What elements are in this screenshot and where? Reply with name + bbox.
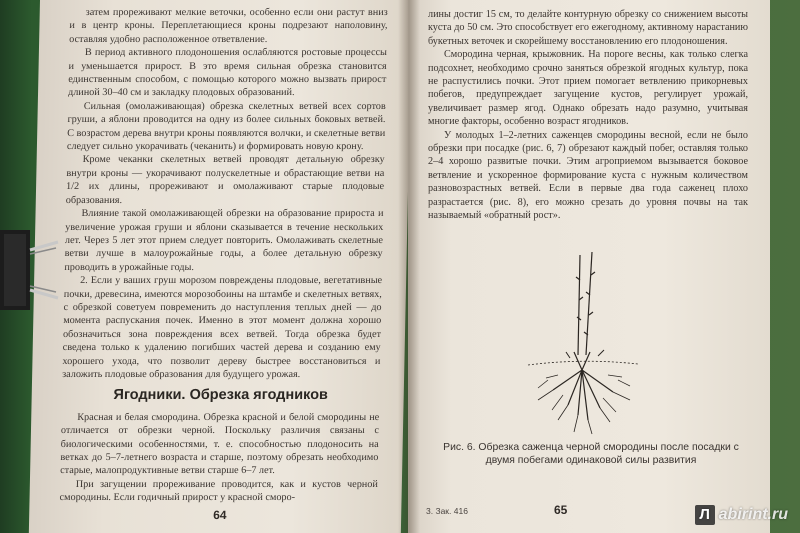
paragraph: У молодых 1–2-летних саженцев смородины весной, если не было обрезки при посадке (рис. 6, 7) обрезают каждый побег, оставляя только 2–4 хорошо развитые почки. Этим агроприемом вызывается боковое ветвление и ускоренное формирование куста с нужным количеством разновозрастных ветвей. Если в первые два года саженец плохо разрастается (рис. 8), его можно срезать до уровня почвы на так называемый «обратный рост». bbox=[428, 129, 748, 222]
paragraph: Красная и белая смородина. Обрезка красной и белой смородины не отличается от обрезки черной. Поскольку различия связаны с биологическими особенностями, т. е. способностью плодоносить на ветках до 5–7-летнего возраста и старше, поэтому обрезать необходимо старые, малопродуктивные ветви старше 6–7 лет. bbox=[60, 411, 380, 477]
book-spine-shadow bbox=[398, 0, 420, 533]
section-title: Ягодники. Обрезка ягодников bbox=[113, 387, 329, 404]
paragraph: Влияние такой омолаживающей обрезки на образование прироста и увеличение урожая груши и яблони сказывается в течение нескольких лет. Через 5 лет этот прием следует повторить. Омолаживать скелетные ветви лучше в малоурожайные годы, а более детальную обрезку проводить в урожайные годы. bbox=[64, 208, 384, 273]
left-page-text bbox=[59, 6, 387, 505]
paragraph: Кроме чеканки скелетных ветвей проводят детальную обрезку внутри кроны — укорачивают полускелетные и обрастающие ветви на 1/2 их длины, прореживают и омолаживают старые плодовые образования. bbox=[65, 154, 385, 206]
watermark-text: abirint.ru bbox=[718, 506, 788, 523]
paragraph: лины достиг 15 см, то делайте контурную обрезку со снижением высоты куста до 50 см. Это способствует его ежегодному, активному нарастанию букетных веточек и скорейшему восстановлению его плодоношения. bbox=[428, 9, 748, 47]
right-page-text bbox=[428, 8, 748, 223]
paragraph: Сильная (омолаживающая) обрезка скелетных ветвей всех сортов груши, а яблони проводится на одну из более сильных боковых ветвей. С возрастом дерева внутри кроны появляются волчки, и скелетные ветви следует сильно укорачивать (чеканить) и формировать новую крону. bbox=[66, 100, 386, 153]
figure-caption: Рис. 6. Обрезка саженца черной смородины после посадки с двумя побегами одинаковой силы развития bbox=[443, 442, 739, 466]
paragraph: В период активного плодоношения ослабляются ростовые процессы и уменьшается прирост. В это время сильная обрезка становится единственным способом, с помощью которого можно вызвать прирост длиной 30–40 см и закладку плодовых образований. bbox=[67, 47, 388, 99]
page-number: 64 bbox=[213, 508, 227, 522]
seedling-figure bbox=[508, 240, 658, 440]
page-number: 65 bbox=[554, 503, 568, 517]
paragraph: 2. Если у ваших груш морозом повреждены плодовые, вегетативные почки, древесина, имеются морозобоины на штамбе и скелетных ветвях, с обрезкой советуем повременить до наступления теплых дней — до момента распускания почек. Именно в этот момент должна хорошо обозначиться зона повреждения всех ветвей. Тогда обрезка будет сведена только к удалению погибших частей дерева и созданию ему хорошего ухода, что позволит дереву быстрее восстановиться и заложить плодовые образования для будущего урожая. bbox=[62, 275, 383, 380]
left-page bbox=[29, 0, 412, 533]
watermark-logo: Л bbox=[695, 505, 715, 525]
paragraph: затем прореживают мелкие веточки, особенно если они растут вниз и в центр кроны. Переплетающиеся кроны подрезают наполовину, оставляя удобно расположенное ответвление. bbox=[69, 7, 388, 45]
paragraph: При загущении прореживание проводится, как и кустов черной смородины. Если годичный прирост у красной сморо- bbox=[59, 478, 378, 504]
binder-clip-icon bbox=[0, 220, 60, 320]
paragraph: Смородина черная, крыжовник. На пороге весны, как только слегка подсохнет, необходимо срочно заняться обрезкой ягодных культур, пока не распустились почки. Этот прием помогает ветвлению прикорневых побегов, предупреждает загущение кустов, регулирует урожай, увеличивает размер ягод. Однако обрезать надо разумно, учитывая многие факторы, особенно возраст ягодников. bbox=[428, 49, 748, 128]
watermark bbox=[695, 505, 788, 525]
printer-signature: 3. Зак. 416 bbox=[426, 506, 468, 516]
right-page bbox=[408, 0, 770, 533]
